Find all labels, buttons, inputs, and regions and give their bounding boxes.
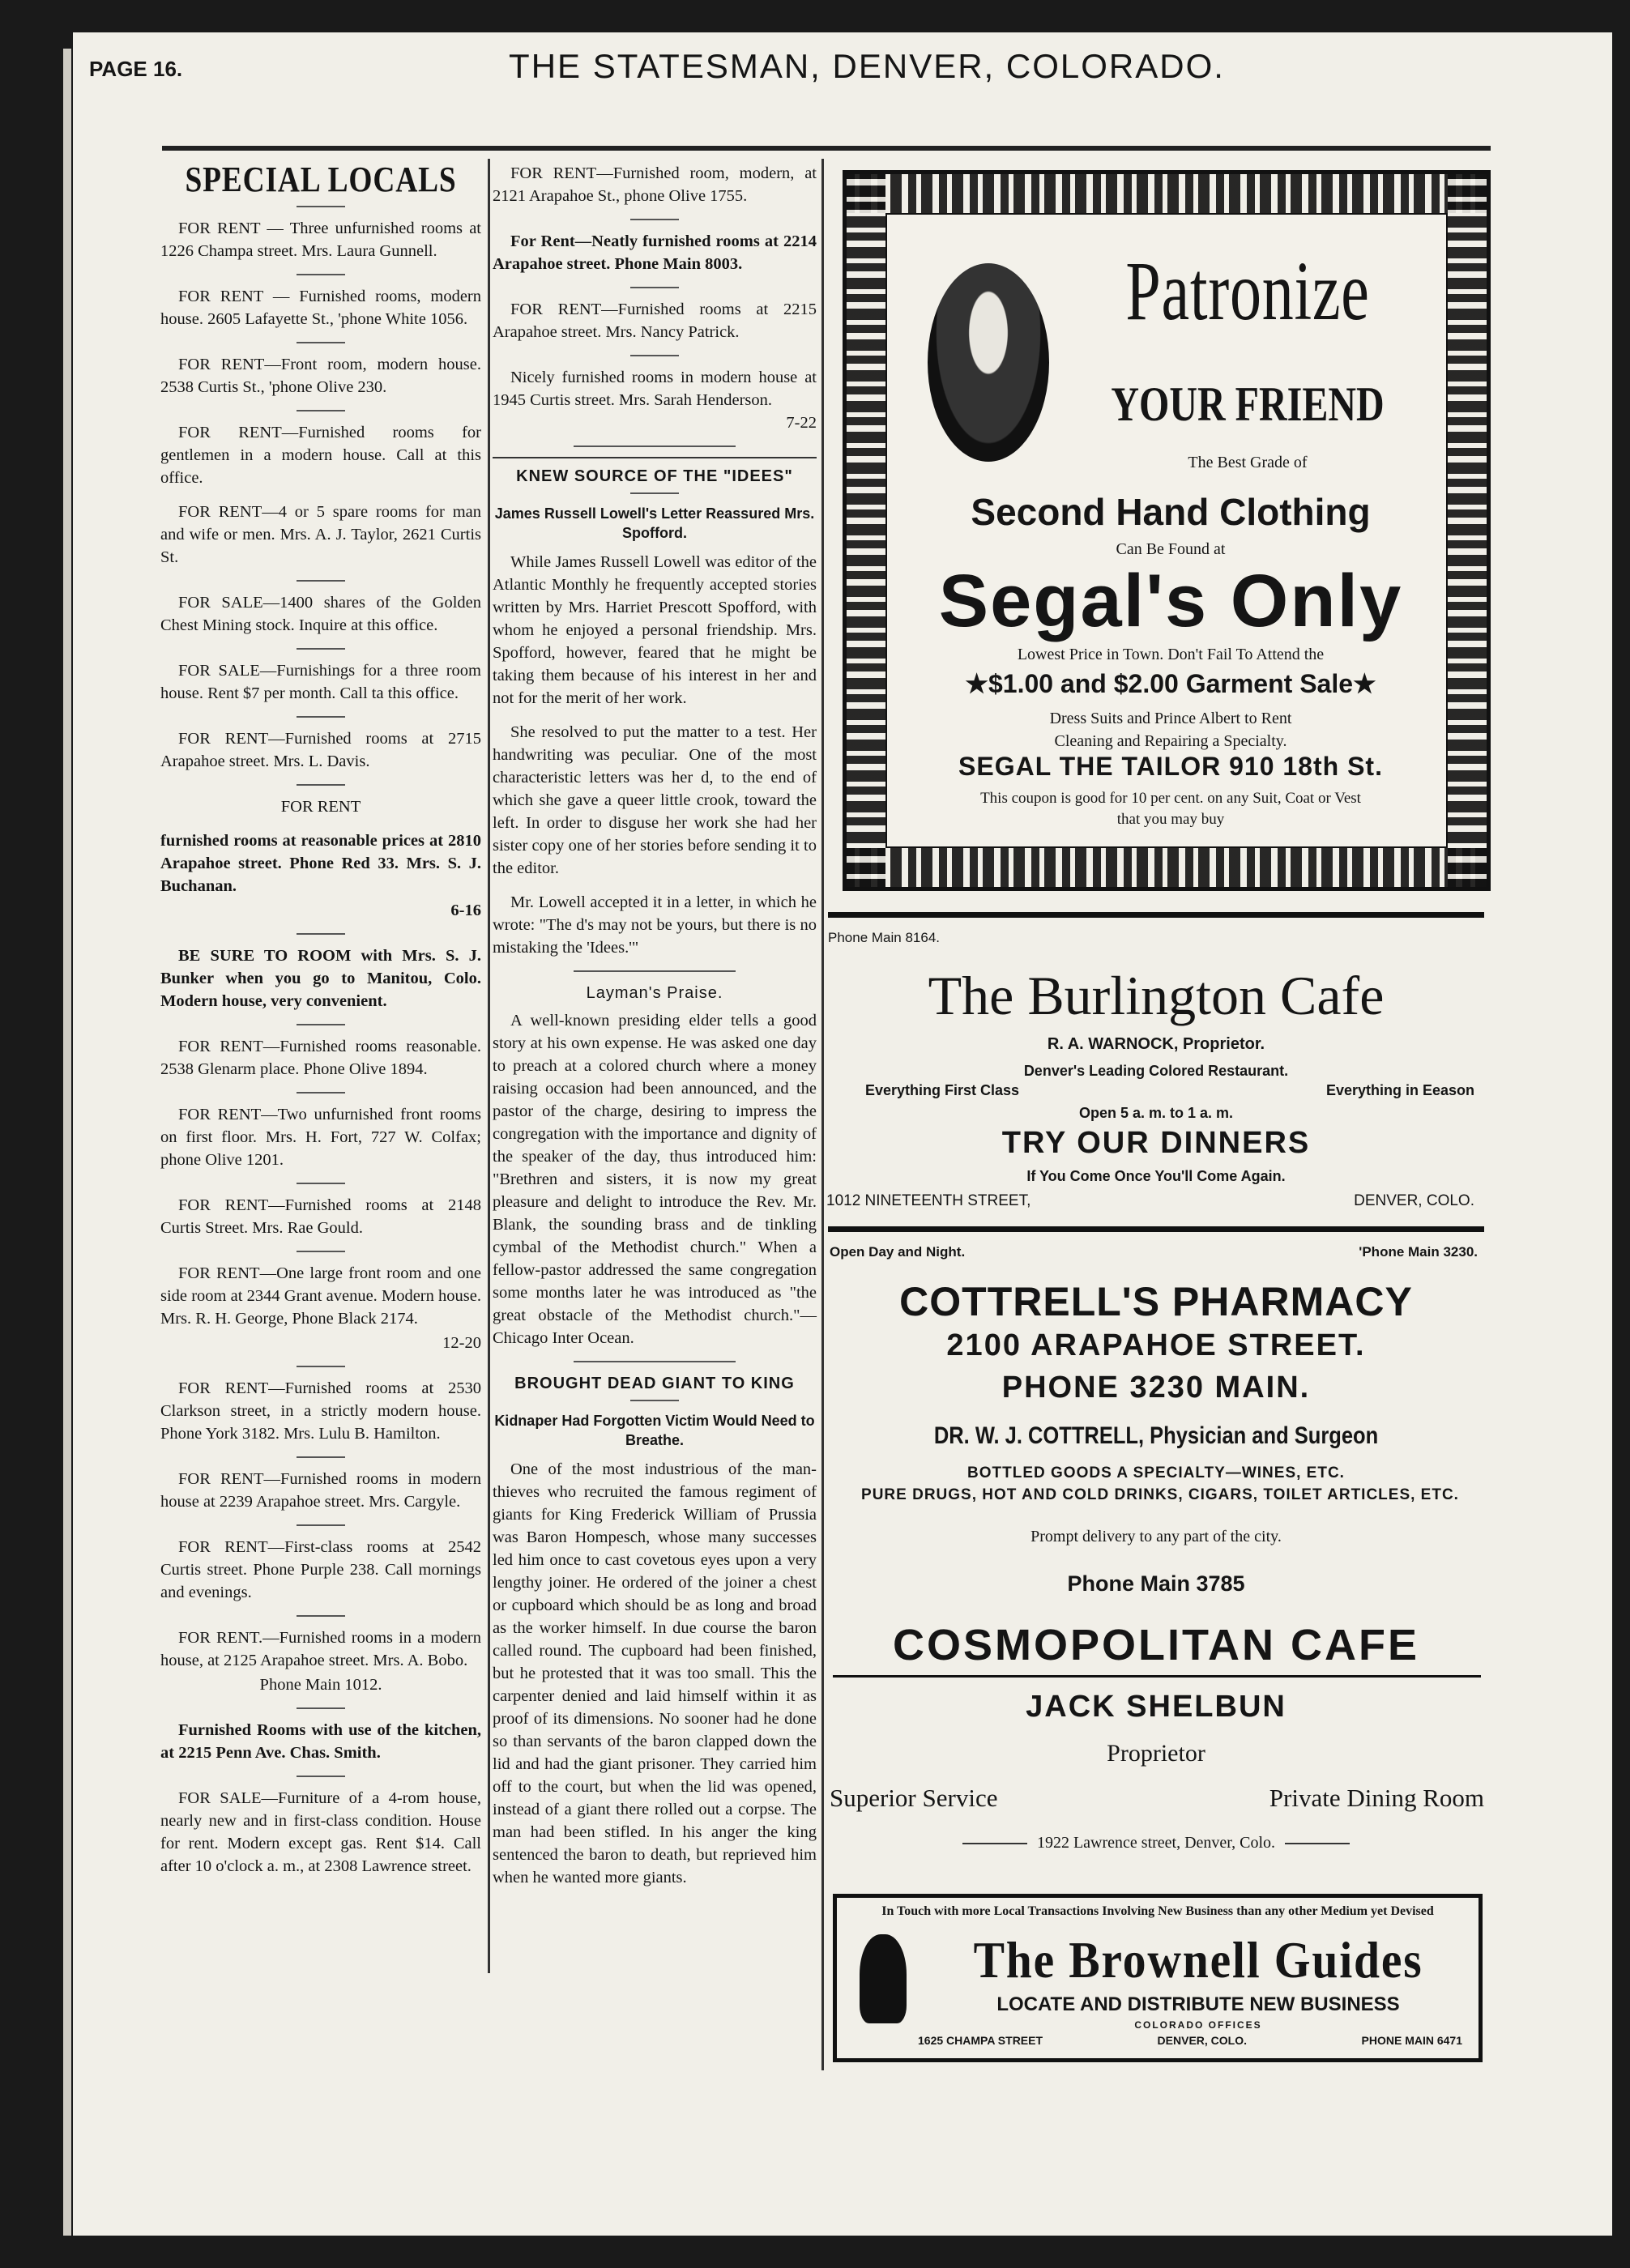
classified-ad: BE SURE TO ROOM with Mrs. S. J. Bunker when you go to Manitou, Colo. Modern house, very convenient. xyxy=(160,947,481,1010)
rule xyxy=(1285,1843,1350,1844)
cosmo-proprietor: Proprietor xyxy=(1107,1740,1205,1767)
divider xyxy=(630,355,679,356)
holly-border-left xyxy=(847,174,885,887)
divider xyxy=(574,446,736,447)
cottrell-bottled: BOTTLED GOODS A SPECIALTY—WINES, ETC. xyxy=(967,1464,1345,1481)
cosmo-address-row xyxy=(828,1834,1484,1852)
classified-ad: FOR RENT — Three unfurnished rooms at 1226 Champa street. Mrs. Laura Gunnell. xyxy=(160,220,481,260)
classified-ad: Nicely furnished rooms in modern house at 1945 Curtis street. Mrs. Sarah Henderson. xyxy=(493,369,817,409)
cosmo-rule xyxy=(833,1675,1481,1678)
ad-separator xyxy=(828,1226,1484,1232)
divider xyxy=(297,716,345,718)
classified-ad: FOR SALE—Furnishings for a three room house. Rent $7 per month. Call ta this office. xyxy=(160,662,481,702)
burlington-right-text: Everything in Eeason xyxy=(1325,1082,1474,1098)
cottrell-open: Open Day and Night. xyxy=(830,1244,966,1260)
ad-separator xyxy=(828,912,1484,918)
brownell-tagline: LOCATE AND DISTRIBUTE NEW BUSINESS xyxy=(996,1993,1400,2015)
segal-address: SEGAL THE TAILOR 910 18th St. xyxy=(958,752,1383,781)
cosmo-address: 1922 Lawrence street, Denver, Colo. xyxy=(1036,1834,1276,1852)
burlington-address: 1012 NINETEENTH STREET, xyxy=(826,1192,1031,1209)
divider xyxy=(630,1400,679,1401)
brownell-street: 1625 CHAMPA STREET xyxy=(918,2034,1043,2047)
divider xyxy=(297,1707,345,1709)
classified-ad: FOR RENT—4 or 5 spare rooms for man and wife or men. Mrs. A. J. Taylor, 2621 Curtis St. xyxy=(160,503,481,566)
holly-border-bottom xyxy=(847,848,1487,887)
classified-ad: FOR RENT—Furnished room, modern, at 2121 Arapahoe St., phone Olive 1755. xyxy=(493,164,817,205)
cottrell-delivery: Prompt delivery to any part of the city. xyxy=(1030,1528,1282,1545)
burlington-hours: Open 5 a. m. to 1 a. m. xyxy=(1078,1105,1234,1121)
segal-second-hand: Second Hand Clothing xyxy=(971,491,1371,533)
cottrell-street: 2100 ARAPAHOE STREET. xyxy=(946,1328,1366,1362)
article-paragraph: Mr. Lowell accepted it in a letter, in which he wrote: "The d's may not be yours, but there is no mistaking the 'Idees.'" xyxy=(493,893,817,957)
brownell-footer xyxy=(918,2034,1462,2047)
divider xyxy=(297,1024,345,1025)
masthead-rule xyxy=(162,146,1491,151)
cosmo-left-text: Superior Service xyxy=(830,1784,998,1812)
classified-ad: Furnished Rooms with use of the kitchen, at 2215 Penn Ave. Chas. Smith. xyxy=(160,1721,481,1762)
segal-services xyxy=(887,707,1454,752)
classified-ad: FOR RENT—Front room, modern house. 2538 Curtis St., 'phone Olive 230. xyxy=(160,356,481,396)
classified-ad: FOR RENT—Furnished rooms at 2215 Arapahoe street. Mrs. Nancy Patrick. xyxy=(493,301,817,341)
cottrell-name: COTTRELL'S PHARMACY xyxy=(899,1279,1413,1324)
divider xyxy=(297,1615,345,1617)
segal-dress-suits: Dress Suits and Prince Albert to Rent xyxy=(1049,710,1292,727)
article-paragraph: A well-known presiding elder tells a good story at his own expense. He was asked one day to preach at a colored church where a money raising occasion had been announced, and the pastor of the charge, desiring to impress the congregation with the importance and dignity of the speaker of the day, thus introduced him: "Brethren and sisters, it is now my great pleasure and delight to introduce the Rev. Mr. Blank, the sounding brass and de tinkling cymbal of the Methodist church." When a fellow-pastor addressed the same congregation some months later he was introduced as "the great obstacle of the Methodist church."—Chicago Inter Ocean. xyxy=(493,1012,817,1347)
divider xyxy=(630,492,679,494)
segal-cleaning: Cleaning and Repairing a Specialty. xyxy=(1054,732,1287,750)
brownell-top-line: In Touch with more Local Transactions Involving New Business than any other Medium yet Devised xyxy=(881,1904,1434,1918)
column-divider-2 xyxy=(821,159,824,2070)
article-subhead: James Russell Lowell's Letter Reassured Mrs. Spofford. xyxy=(494,505,815,541)
silhouette-image xyxy=(860,1934,907,2023)
burlington-tagline: Denver's Leading Colored Restaurant. xyxy=(1023,1063,1289,1079)
burlington-left-text: Everything First Class xyxy=(865,1082,1020,1098)
article-paragraph: One of the most industrious of the man-thieves who recruited the famous regiment of giants for King Frederick William of Prussia was Baron Hompesch, whose many successes led him once to cast covetous eyes upon a very lengthy joiner. He ordered of the joiner a chest or cupboard which should be as long and broad as the worker himself. In due course the baron called round. The cupboard had been finished, but he protested that it was too small. This the carpenter denied and laid himself within it as proof of its dimensions. No sooner had he done so than servants of the baron clapped down the lid and had the giant prisoner. They carried him off to the court, but when the lid was opened, instead of a giant there rolled out a corpse. The man had been stifled. In his anger the king sentenced the baron to death, but reprieved him when he wanted more giants. xyxy=(493,1460,817,1886)
special-locals-column xyxy=(160,162,481,1889)
classified-ad: FOR RENT—Furnished rooms reasonable. 2538 Glenarm place. Phone Olive 1894. xyxy=(160,1038,481,1078)
segal-coupon xyxy=(887,788,1454,830)
cosmo-owner: JACK SHELBUN xyxy=(1026,1690,1287,1724)
segal-tailor-ad xyxy=(843,170,1491,891)
rule xyxy=(962,1843,1027,1844)
segal-your-friend: YOUR FRIEND xyxy=(1111,377,1385,431)
brownell-phone: PHONE MAIN 6471 xyxy=(1361,2034,1462,2047)
article-headline: BROUGHT DEAD GIANT TO KING xyxy=(514,1375,795,1392)
classified-ad: FOR RENT—Two unfurnished front rooms on first floor. Mrs. H. Fort, 727 W. Colfax; phone Olive 1201. xyxy=(160,1106,481,1169)
cottrell-pure-drugs: PURE DRUGS, HOT AND COLD DRINKS, CIGARS, TOILET ARTICLES, ETC. xyxy=(861,1486,1459,1503)
cosmo-right-text: Private Dining Room xyxy=(1269,1784,1484,1812)
segal-name: Segal's Only xyxy=(938,560,1403,642)
classified-code: 7-22 xyxy=(786,414,817,432)
portrait-image xyxy=(928,263,1049,462)
classified-ad: FOR RENT—One large front room and one side room at 2344 Grant avenue. Modern house. Mrs. R. H. George, Phone Black 2174. xyxy=(160,1264,481,1328)
segal-best-grade: The Best Grade of xyxy=(1188,454,1308,471)
burlington-first-class-row xyxy=(865,1082,1474,1099)
brownell-name: The Brownell Guides xyxy=(973,1931,1423,1989)
classified-ad: FOR RENT—Furnished rooms for gentlemen in a modern house. Call at this office. xyxy=(160,424,481,487)
masthead: THE STATESMAN, DENVER, COLORADO. xyxy=(509,47,1225,85)
segal-patronize: Patronize xyxy=(1125,245,1370,338)
article-headline: KNEW SOURCE OF THE "IDEES" xyxy=(516,467,793,485)
classified-code: 6-16 xyxy=(450,902,481,919)
cottrell-phone-line: PHONE 3230 MAIN. xyxy=(1001,1371,1311,1405)
cosmo-service-row xyxy=(830,1784,1484,1813)
special-locals-title: SPECIAL LOCALS xyxy=(185,160,457,199)
divider xyxy=(297,1092,345,1094)
divider xyxy=(297,648,345,650)
classified-ad: FOR RENT—Furnished rooms at 2530 Clarkson street, in a strictly modern house. Phone York 3182. Mrs. Lulu B. Hamilton. xyxy=(160,1379,481,1443)
divider xyxy=(297,410,345,411)
burlington-proprietor: R. A. WARNOCK, Proprietor. xyxy=(1047,1035,1265,1053)
burlington-phone: Phone Main 8164. xyxy=(828,930,940,945)
divider xyxy=(297,274,345,275)
cottrell-top-row xyxy=(830,1244,1478,1260)
article-paragraph: While James Russell Lowell was editor of the Atlantic Monthly he frequently accepted stories written by Mrs. Harriet Prescott Spofford, with whom he enjoyed a personal friendship. Mrs. Spofford, however, feared that he might be taking them because of his interest in her and not for the merit of her work. xyxy=(493,553,817,707)
classified-ad: FOR RENT—Furnished rooms at 2715 Arapahoe street. Mrs. L. Davis. xyxy=(160,730,481,770)
rule xyxy=(493,457,817,458)
divider xyxy=(297,206,345,207)
classified-heading: FOR RENT xyxy=(280,798,361,816)
segal-coupon-line-1: This coupon is good for 10 per cent. on any Suit, Coat or Vest xyxy=(980,790,1361,807)
divider xyxy=(297,784,345,786)
divider xyxy=(297,933,345,935)
classified-ad: FOR RENT.—Furnished rooms in a modern house, at 2125 Arapahoe street. Mrs. A. Bobo. xyxy=(160,1629,481,1669)
divider xyxy=(297,580,345,582)
segal-can-be-found: Can Be Found at xyxy=(1116,540,1226,558)
classified-ad: FOR SALE—Furniture of a 4-rom house, nearly new and in first-class condition. House for rent. Modern except gas. Rent $14. Call after 10 o'clock a. m., at 2308 Lawrence street. xyxy=(160,1789,481,1875)
page-edge-shadow xyxy=(63,49,71,2236)
burlington-try-dinners: TRY OUR DINNERS xyxy=(1001,1126,1311,1160)
brownell-guides-ad xyxy=(833,1894,1483,2062)
divider xyxy=(297,1183,345,1184)
classified-ad: FOR SALE—1400 shares of the Golden Chest Mining stock. Inquire at this office. xyxy=(160,594,481,634)
cosmo-name: COSMOPOLITAN CAFE xyxy=(893,1621,1419,1669)
article-paragraph: She resolved to put the matter to a test. Her handwriting was peculiar. One of the most characteristic letters was her d, to the end of which she gave a queer little crook, toward the left. In order to disguse her work she had her sister copy one of her stories before sending it to the editor. xyxy=(493,723,817,877)
classified-phone: Phone Main 1012. xyxy=(259,1676,382,1694)
brownell-city: DENVER, COLO. xyxy=(1157,2034,1248,2047)
divider xyxy=(630,287,679,288)
divider xyxy=(297,1251,345,1252)
divider xyxy=(297,342,345,343)
column-two xyxy=(493,162,817,1900)
classified-ad: FOR RENT—Furnished rooms in modern house at 2239 Arapahoe street. Mrs. Cargyle. xyxy=(160,1470,481,1511)
burlington-name: The Burlington Cafe xyxy=(928,965,1385,1026)
divider xyxy=(297,1456,345,1458)
page-number: PAGE 16. xyxy=(89,57,183,81)
classified-code: 12-20 xyxy=(442,1334,481,1352)
classified-ad: FOR RENT—First-class rooms at 2542 Curtis street. Phone Purple 238. Call mornings and evenings. xyxy=(160,1538,481,1601)
classified-ad: furnished rooms at reasonable prices at 2810 Arapahoe street. Phone Red 33. Mrs. S. J. Buchanan. xyxy=(160,832,481,895)
column-divider-1 xyxy=(488,159,490,1973)
burlington-address-row xyxy=(826,1192,1474,1210)
brownell-offices: COLORADO OFFICES xyxy=(1134,2019,1262,2031)
cottrell-phone-top: 'Phone Main 3230. xyxy=(1359,1244,1478,1260)
holly-border-top xyxy=(847,174,1487,213)
article-headline: Layman's Praise. xyxy=(586,984,723,1002)
divider xyxy=(630,219,679,220)
burlington-city: DENVER, COLO. xyxy=(1354,1192,1474,1209)
cottrell-doctor: DR. W. J. COTTRELL, Physician and Surgeon xyxy=(933,1422,1379,1449)
divider xyxy=(297,1524,345,1526)
divider xyxy=(297,1776,345,1777)
segal-sale: ★$1.00 and $2.00 Garment Sale★ xyxy=(965,669,1376,698)
divider xyxy=(574,970,736,972)
cosmo-phone: Phone Main 3785 xyxy=(1067,1571,1245,1596)
segal-lowest-price: Lowest Price in Town. Don't Fail To Attend the xyxy=(1017,646,1325,663)
classified-ad: FOR RENT — Furnished rooms, modern house. 2605 Lafayette St., 'phone White 1056. xyxy=(160,288,481,328)
divider xyxy=(297,1366,345,1367)
divider xyxy=(574,1361,736,1362)
article-subhead: Kidnaper Had Forgotten Victim Would Need to Breathe. xyxy=(494,1413,815,1448)
segal-coupon-line-2: that you may buy xyxy=(1116,811,1225,828)
classified-ad: FOR RENT—Furnished rooms at 2148 Curtis Street. Mrs. Rae Gould. xyxy=(160,1196,481,1237)
burlington-come-again: If You Come Once You'll Come Again. xyxy=(1026,1168,1286,1184)
classified-ad: For Rent—Neatly furnished rooms at 2214 Arapahoe street. Phone Main 8003. xyxy=(493,232,817,273)
